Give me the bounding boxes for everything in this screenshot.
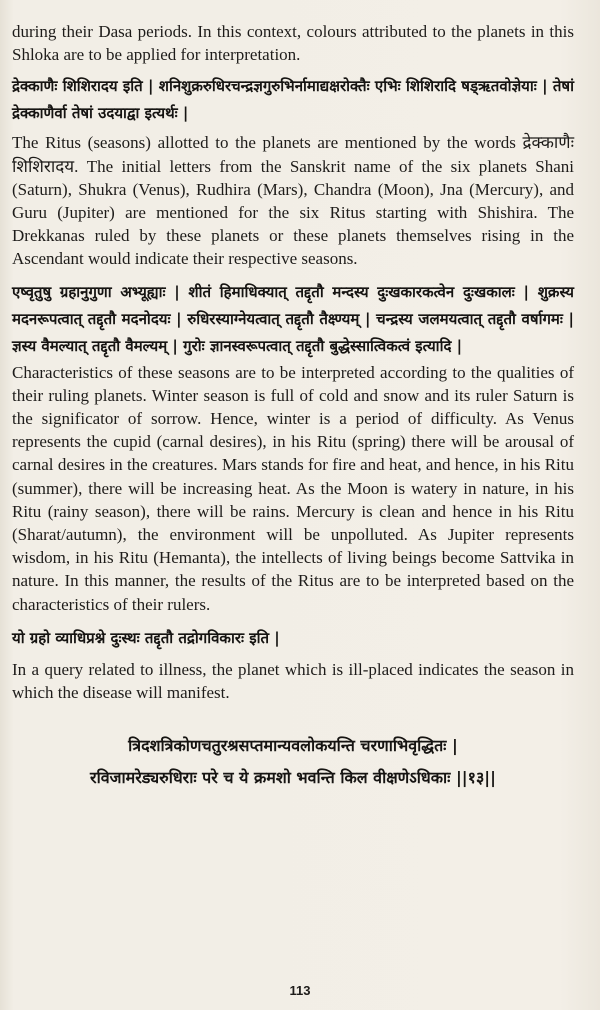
characteristics-paragraph: Characteristics of these seasons are to be interpreted according to the qualities of their ruling planets. Winter season is full of cold and snow and its ruler Saturn is the significator of sorrow. Hence, winter is a period of difficulty. As Venus represents the cupid (carnal desires), in his Ritu (spring) there will be arousal of carnal desires in the creatures. Mars stands for fire and heat, and hence, in his Ritu (summer), there will be increasing heat. As the Moon is watery in nature, in his Ritu (rainy season), there will be rains. Mercury is clean and hence in his Ritu (Sharat/autumn), the environment will be unpolluted. As Jupiter represents wisdom, in his Ritu (Hemanta), the intellects of living beings become Sattvika in nature. In this manner, the results of the Ritus are to be interpreted based on the characteristics of their rulers.: [12, 362, 574, 614]
intro-paragraph: during their Dasa periods. In this context, colours attributed to the planets in this Shloka are to be applied for interpretation.: [12, 22, 574, 65]
page-body: [12, 20, 574, 794]
verse-13: [12, 730, 574, 794]
sanskrit-passage-2: एष्वृतुषु ग्रहानुगुणा अभ्यूह्याः | शीतं हिमाधिक्यात् तद्दृतौ मन्दस्य दुःखकारकत्वेन दुःखकालः | शुक्रस्य मदनरूपत्वात् तद्दृतौ मदनोदयः | रुधिरस्याग्नेयत्वात् तद्दृतौ तैक्ष्ण्यम् | चन्द्रस्य जलमयत्वात् तद्दृतौ वर्षागमः | ज्ञस्य वैमल्यात् तद्दृतौ वैमल्यम् | गुरोः ज्ञानस्वरूपत्वात् तद्दृतौ बुद्धेस्सात्विकत्वं इत्यादि |: [12, 282, 574, 355]
verse-line-1: त्रिदशत्रिकोणचतुरश्रसप्तमान्यवलोकयन्ति चरणाभिवृद्धितः |: [128, 736, 458, 756]
page-number: 113: [289, 983, 311, 998]
illness-paragraph: In a query related to illness, the planet which is ill-placed indicates the season in which the disease will manifest.: [12, 659, 574, 703]
ritus-paragraph: The Ritus (seasons) allotted to the planets are mentioned by the words द्रेक्काणैः शिशिरादय. The initial letters from the Sanskrit name of the six planets Shani (Saturn), Shukra (Venus), Rudhira (Mars), Chandra (Moon), Jna (Mercury), and Guru (Jupiter) are mentioned for the six Ritus starting with Shishira. The Drekkanas ruled by these planets or these planets themselves rising in the Ascendant would indicate their respective seasons.: [12, 133, 574, 269]
sanskrit-passage-1: द्रेक्काणैः शिशिरादय इति | शनिशुक्ररुधिरचन्द्रज्ञगुरुभिर्नामाद्यक्षरोक्तैः एभिः शिशिरादि षड्ऋतवोज्ञेयाः | तेषां द्रेक्काणैर्वा तेषां उदयाद्वा इत्यर्थः |: [12, 77, 574, 123]
sanskrit-passage-3: यो ग्रहो व्याधिप्रश्ने दुःस्थः तद्दृतौ तद्रोगविकारः इति |: [12, 628, 280, 647]
verse-line-2: रविजामरेड्यरुधिराः परे च ये क्रमशो भवन्ति किल वीक्षणेऽधिकाः ||१३||: [90, 768, 496, 788]
